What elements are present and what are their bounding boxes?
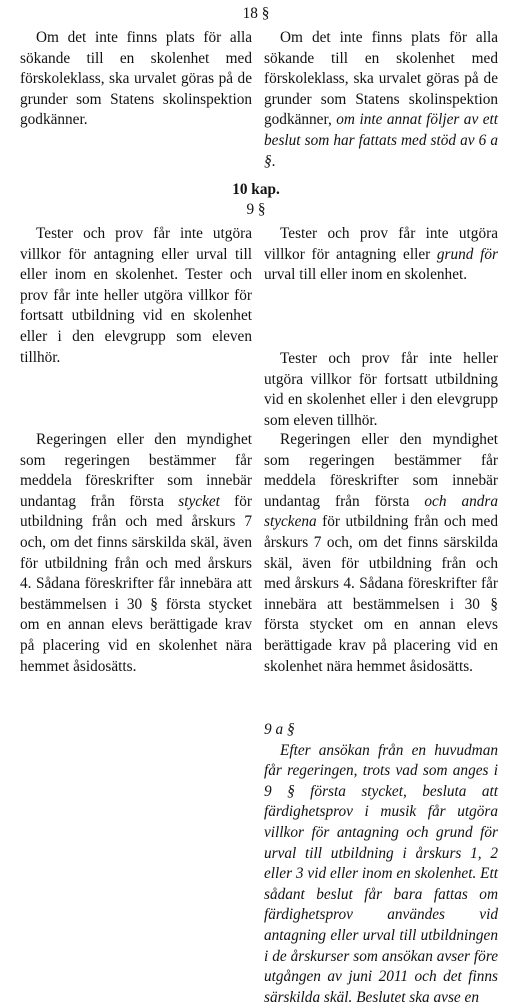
left-p9-1	[20, 224, 252, 368]
left-p9-1-text: Tester och prov får inte utgöra villkor för antagning eller urval till eller inom en skolenhet. Tester och prov får inte heller utgöra villkor för fortsatt utbildning vid en skolenhet eller i den elevgrupp som eleven tillhör.	[20, 225, 252, 366]
section-9-heading: 9 §	[246, 201, 266, 218]
right-p18	[264, 28, 498, 172]
left-p18-text: Om det inte finns plats för alla sökande till en skolenhet med förskoleklass, ska urvalet göras på de grunder som Statens skolinspektion godkänner.	[20, 29, 252, 129]
left-p18	[20, 28, 252, 131]
section-9a-heading: 9 a §	[264, 721, 295, 738]
right-p9a-text: Efter ansökan från en huvudman får regeringen, trots vad som anges i 9 § första stycket, besluta att färdighetsprov i musik får utgöra villkor för antagning och grund för urval till utbildning i årskurs 1, 2 eller 3 vid eller inom en skolenhet. Ett sådant beslut får bara fattas om färdighetsprov användes vid antagning eller urval till utbildningen i de årskurser som ansökan avser före utgången av juni 2011 och det finns särskilda skäl. Beslutet ska avse en	[264, 741, 498, 1006]
right-p18-text: Om det inte finns plats för alla sökande till en skolenhet med förskoleklass, ska urvalet göras på de grunder som Statens skolinspektion godkänner, om inte annat följer av ett beslut som har fattats med stöd av 6 a §.	[264, 29, 499, 170]
right-p9-3-text: Regeringen eller den myndighet som regeringen bestämmer får meddela föreskrifter som innebär undantag från första och andra styckena för utbildning från och med årskurs 7 och, om det finns särskilda skäl, även för utbildning från och med årskurs 4. Sådana föreskrifter får innebära att bestämmelsen i 30 § första stycket om en annan elevs berättigade krav på placering vid en skolenhet nära hemmet åsidosätts.	[264, 431, 498, 675]
left-p9-2	[20, 430, 252, 677]
right-p9-3	[264, 430, 498, 677]
section-18-heading: 18 §	[242, 5, 270, 22]
chapter-heading: 10 kap.	[232, 181, 280, 198]
right-section-9a	[264, 720, 498, 1008]
right-p9-2	[264, 349, 498, 431]
right-p9-2-text: Tester och prov får inte heller utgöra villkor för fortsatt utbildning vid en skolenhet eller i den elevgrupp som eleven tillhör.	[264, 350, 498, 429]
right-p9-1	[264, 224, 498, 286]
right-p9-1-text: Tester och prov får inte utgöra villkor för antagning eller grund för urval till eller inom en skolenhet.	[264, 225, 498, 284]
left-p9-2-text: Regeringen eller den myndighet som regeringen bestämmer får meddela föreskrifter som innebär undantag från första stycket för utbildning från och med årskurs 7 och, om det finns särskilda skäl, även för utbildning från och med årskurs 4. Sådana föreskrifter får innebära att bestämmelsen i 30 § första stycket om en annan elevs berättigade krav på placering vid en skolenhet nära hemmet åsidosätts.	[20, 431, 252, 675]
